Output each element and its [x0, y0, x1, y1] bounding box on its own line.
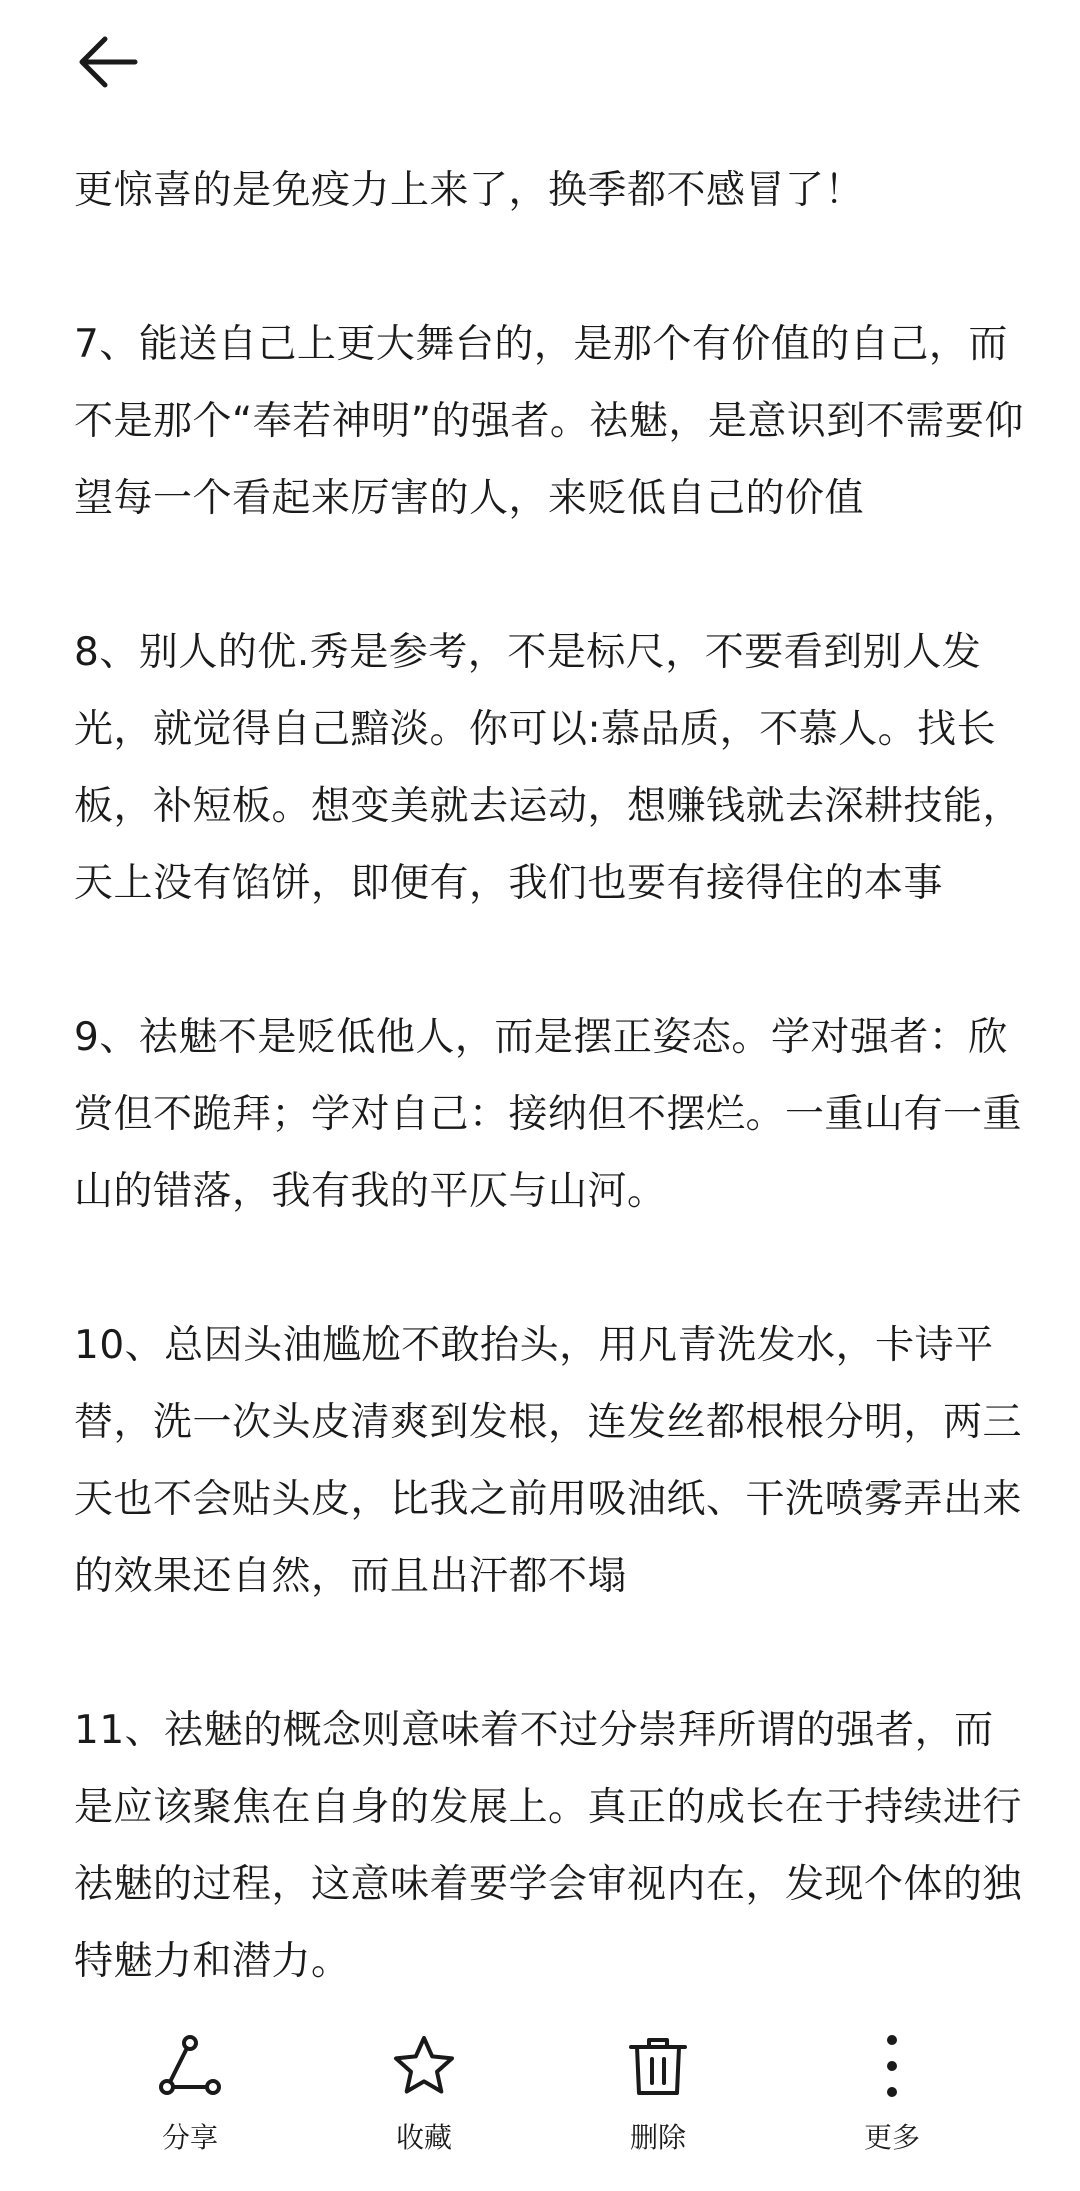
top-bar	[0, 0, 1080, 130]
trash-icon	[622, 2030, 694, 2102]
star-icon	[388, 2030, 460, 2102]
arrow-left-icon	[73, 27, 143, 97]
delete-button[interactable]	[568, 2030, 748, 2180]
share-icon	[154, 2030, 226, 2102]
more-label: 更多	[863, 2121, 920, 2154]
paragraph: 11、祛魅的概念则意味着不过分崇拜所谓的强者，而是应该聚焦在自身的发展上。真正的成长在于持续进行祛魅的过程，这意味着要学会审视内在，发现个体的独特魅力和潜力。	[74, 1708, 1023, 1984]
paragraph: 7、能送自己上更大舞台的，是那个有价值的自己，而不是那个“奉若神明”的强者。祛魅，是意识到不需要仰望每一个看起来厉害的人，来贬低自己的价值	[74, 322, 1024, 521]
share-label: 分享	[161, 2121, 218, 2154]
bottom-action-bar	[0, 2020, 1080, 2191]
back-button[interactable]	[68, 22, 148, 102]
more-button[interactable]	[802, 2030, 982, 2180]
paragraph: 8、别人的优.秀是参考，不是标尺，不要看到别人发光，就觉得自己黯淡。你可以:慕品质，不慕人。找长板，补短板。想变美就去运动，想赚钱就去深耕技能，天上没有馅饼，即便有，我们也要有接得住的本事	[74, 630, 1023, 906]
favorite-button[interactable]	[334, 2030, 514, 2180]
delete-label: 删除	[629, 2121, 686, 2154]
note-content	[74, 152, 1024, 2000]
favorite-label: 收藏	[395, 2121, 452, 2154]
paragraph: 10、总因头油尴尬不敢抬头，用凡青洗发水，卡诗平替，洗一次头皮清爽到发根，连发丝都根根分明，两三天也不会贴头皮，比我之前用吸油纸、干洗喷雾弄出来的效果还自然，而且出汗都不塌	[74, 1323, 1023, 1599]
more-vertical-icon	[856, 2030, 928, 2102]
paragraph: 更惊喜的是免疫力上来了，换季都不感冒了！	[74, 168, 865, 213]
share-button[interactable]	[100, 2030, 280, 2180]
paragraph: 9、祛魅不是贬低他人，而是摆正姿态。学对强者：欣赏但不跪拜；学对自己：接纳但不摆烂。一重山有一重山的错落，我有我的平仄与山河。	[74, 1015, 1023, 1214]
